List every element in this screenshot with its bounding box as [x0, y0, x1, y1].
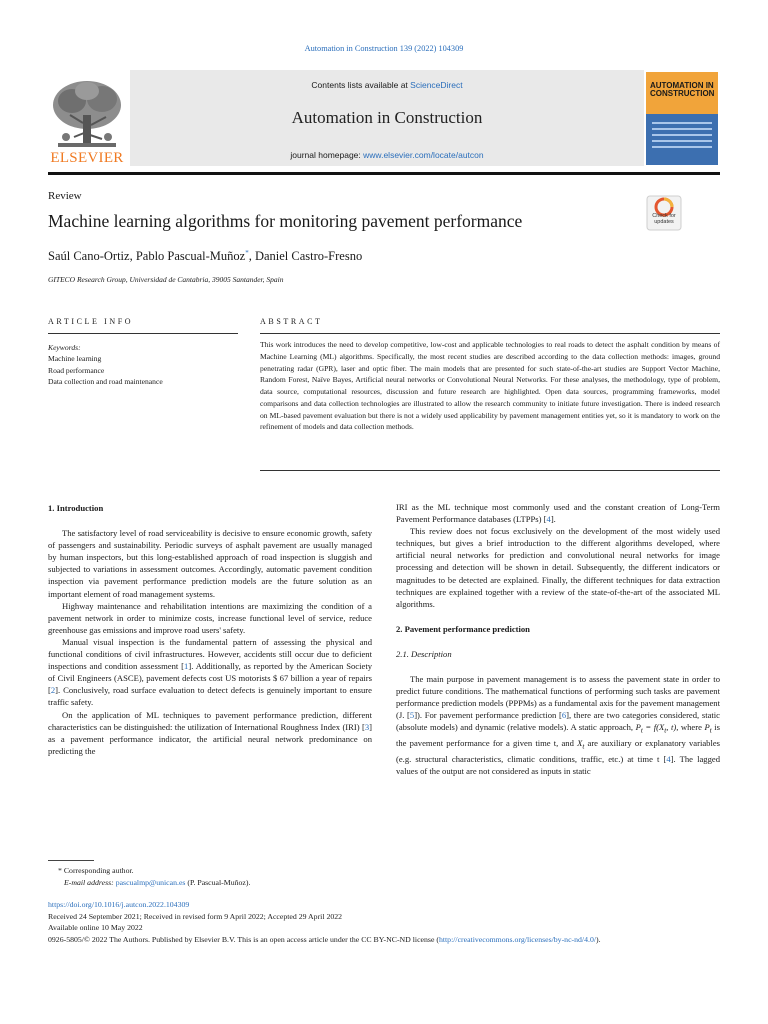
- text-run: ]. The lagged values of the output are not considered as inputs in static: [396, 754, 720, 777]
- body-column-left: [48, 502, 372, 757]
- keyword-item: Machine learning: [48, 354, 102, 364]
- reference-link[interactable]: 5: [409, 710, 415, 721]
- footnote-rule: [48, 860, 94, 861]
- check-for-updates-label[interactable]: Check for updates: [652, 213, 676, 225]
- reference-link[interactable]: 4: [666, 754, 671, 765]
- contents-prefix: Contents lists available at: [311, 80, 411, 90]
- reference-link[interactable]: 1: [184, 661, 189, 672]
- abstract-rule: [260, 333, 720, 334]
- text-run: ]. Additionally, as reported by the American Society of Civil Engineers (ASCE), pavement defects cost US motorists $ 67 billion a year of repairs [: [48, 661, 373, 696]
- body-paragraph: [48, 636, 372, 709]
- homepage-prefix: journal homepage:: [290, 150, 364, 160]
- email-label: E-mail address:: [64, 878, 116, 887]
- body-paragraph: [396, 673, 720, 777]
- sciencedirect-link[interactable]: ScienceDirect: [410, 80, 463, 90]
- text-run: ].: [550, 514, 556, 525]
- keywords-block: [48, 342, 238, 387]
- text-run: is the pavement performance for a given time t, and: [396, 722, 720, 749]
- masthead-center: [130, 70, 644, 166]
- variable: $X_t$: [577, 738, 585, 751]
- masthead-rule: [48, 172, 720, 175]
- text-run: The main purpose in pavement management is to assess the pavement state in order to predict future conditions. The mathematical functions of performing such tasks are pavement performance prediction models (PPPMs) as a fundamental axis for the pavement management (J. [: [396, 674, 720, 721]
- section-2-heading: 2. Pavement performance prediction: [396, 623, 530, 634]
- contents-line: [130, 80, 644, 90]
- license-line: [48, 934, 720, 946]
- abstract-heading: ABSTRACT: [260, 317, 323, 326]
- text-run: are auxiliary or explanatory variables (e.g. structural characteristics, climatic conditions, traffic, etc.) at time t [: [396, 738, 720, 765]
- journal-cover-thumbnail[interactable]: [646, 72, 718, 165]
- journal-citation[interactable]: Automation in Construction 139 (2022) 104309: [304, 44, 464, 53]
- variable: $P_t$: [704, 722, 712, 736]
- article-info-heading: ARTICLE INFO: [48, 317, 134, 326]
- body-paragraph: [396, 501, 720, 525]
- text-run: IRI as the ML technique most commonly used and the constant creation of Long-Term Pavement Performance databases (LTPPs) [: [396, 502, 720, 525]
- body-paragraph: Highway maintenance and rehabilitation intentions are maximizing the condition of a pavement network in order to minimize costs, increase functional level of service, reduce greenhouse gas emissions and improve road users' safety.: [48, 600, 372, 635]
- equation: $P_t = f(X_t$, t): [635, 722, 677, 736]
- section-1-heading: 1. Introduction: [48, 503, 104, 513]
- author-list: [48, 249, 362, 264]
- text-run: , where: [676, 722, 705, 733]
- authors-first: Saúl Cano-Ortiz, Pablo Pascual-Muñoz: [48, 249, 246, 264]
- body-paragraph: [48, 709, 372, 757]
- email-suffix: (P. Pascual-Muñoz).: [185, 878, 251, 887]
- license-link[interactable]: http://creativecommons.org/licenses/by-nc-nd/4.0/: [438, 934, 597, 944]
- abstract-bottom-rule: [260, 470, 720, 471]
- body-paragraph: This review does not focus exclusively on the development of the most widely used techniques, but gives a brief introduction to the different algorithms developed, where artificial neural networks for prediction and convolutional neural networks for image processing and detection will be shown in detail. Subsequently, the different indicators or magnitudes to be detected are explained. Finally, the different techniques for data extraction techniques are explained together with a review of the state-of-the-art of the associated ML algorithms.: [396, 526, 720, 609]
- text-run: Manual visual inspection is the fundamental pattern of assessing the physical and functional conditions of civil infrastructures. However, accidents still occur due to deficient inspections and condition assessment [: [48, 636, 372, 672]
- email-link[interactable]: pascualmp@unican.es: [115, 878, 186, 887]
- body-column-right: [396, 501, 720, 777]
- journal-masthead: [48, 70, 720, 170]
- text-run: ]). For pavement performance prediction [: [414, 710, 562, 721]
- article-title: Machine learning algorithms for monitoring pavement performance: [48, 211, 523, 231]
- corresponding-author-mark[interactable]: *: [245, 249, 249, 257]
- authors-rest: , Daniel Castro-Fresno: [248, 249, 363, 264]
- keyword-item: Road performance: [48, 365, 105, 375]
- article-info-rule: [48, 333, 238, 334]
- affiliation: GITECO Research Group, Universidad de Cantabria, 39005 Santander, Spain: [48, 275, 284, 284]
- keyword-item: Data collection and road maintenance: [48, 376, 163, 386]
- section-2-1-heading: 2.1. Description: [396, 648, 452, 659]
- text-run: ] as a pavement performance indicator, the artificial neural network predominance on predicting the: [48, 721, 372, 756]
- online-date: Available online 10 May 2022: [48, 923, 143, 933]
- article-metadata: [48, 899, 720, 945]
- publisher-name: ELSEVIER: [50, 150, 124, 166]
- email-note: [48, 877, 720, 889]
- reference-link[interactable]: 3: [364, 721, 370, 732]
- doi-link[interactable]: https://doi.org/10.1016/j.autcon.2022.104309: [48, 900, 190, 909]
- reference-link[interactable]: 4: [546, 514, 551, 525]
- keywords-label: Keywords:: [48, 343, 81, 352]
- cover-decoration: [652, 122, 712, 152]
- text-run: On the application of ML techniques to pavement performance prediction, different characteristics can be distinguished: the utilization of International Roughness Index (IRI) [: [48, 709, 372, 732]
- cover-title: AUTOMATION IN CONSTRUCTION: [650, 81, 715, 99]
- homepage-line: [130, 150, 644, 160]
- text-run: ]. Conclusively, road surface evaluation to detect defects is genuinely important to ensure traffic safety.: [48, 685, 372, 708]
- license-text: 0926-5805/© 2022 The Authors. Published by Elsevier B.V. This is an open access article under the CC BY-NC-ND license (: [48, 934, 439, 944]
- corresponding-author-note: * Corresponding author.: [58, 866, 134, 875]
- received-dates: Received 24 September 2021; Received in revised form 9 April 2022; Accepted 29 April 2022: [48, 911, 343, 921]
- reference-link[interactable]: 2: [50, 685, 56, 696]
- journal-homepage-link[interactable]: www.elsevier.com/locate/autcon: [363, 150, 484, 160]
- abstract-text: This work introduces the need to develop competitive, low-cost and applicable technologies to real roads to detect the asphalt condition by means of Machine Learning (ML) algorithms. Specifically, the most recent studies are described according to the data collection methods: images, ground penetrating radar (GPR), laser and optic fiber. The main models that are presented for such state-of-the-art studies are Support Vector Machine, Random Forest, Naïve Bayes, Artificial neural networks or Convolutional Neural Networks. For these analyses, the methodology, type of problem, data source, computational resources, discussion and future research are highlighted. Open data sources, programming frameworks, model comparisons and data collection technologies are illustrated to allow the research community to initiate future investigation. There is indeed research on ML-based pavement evaluation but there is not a widely used applicability by pavement management entities yet, so it is mandatory to work on the refinement of models and data collection methods.: [260, 340, 720, 432]
- license-suffix: ).: [596, 934, 601, 944]
- article-type: Review: [48, 190, 82, 202]
- text-run: ], there are two categories considered, static (absolute models) and dynamic (relative models). A static approach,: [396, 710, 720, 733]
- reference-link[interactable]: 6: [561, 710, 567, 721]
- body-paragraph: The satisfactory level of road serviceability is decisive to ensure economic growth, safety of passengers and sustainability. Periodic surveys of asphalt pavement are usually managed by human inspectors, but this long-established approach of road inspection is sluggish and subjected to variations in assessment outcomes. Accordingly, automatic pavement condition inspection via pavement performance prediction models are the future solution as an important element of road management systems.: [48, 528, 372, 599]
- journal-title: Automation in Construction: [291, 108, 483, 127]
- footnotes: [48, 865, 720, 889]
